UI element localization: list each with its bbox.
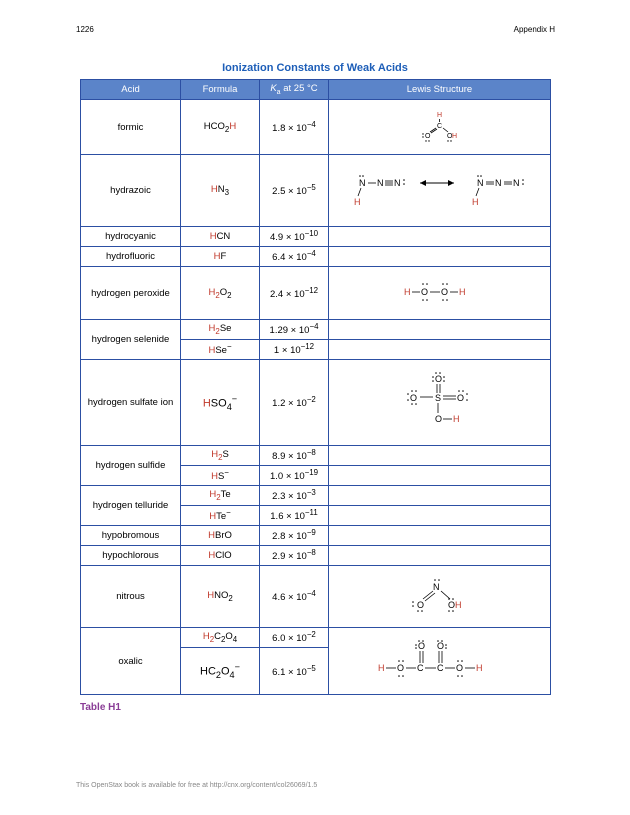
ka-value: $2.8 \times 10^{-9}$ (260, 526, 329, 546)
acid-name: nitrous (81, 566, 181, 628)
formula: HTe− (181, 506, 260, 526)
ka-value: $1.0 \times 10^{-19}$ (260, 466, 329, 486)
lewis-structure (329, 360, 551, 446)
formula: $H_2C_2O_4$ (181, 628, 260, 648)
acid-name: hydrogen telluride (81, 486, 181, 526)
formula: HSe− (181, 340, 260, 360)
svg-text:N: N (376, 178, 383, 188)
ka-value: $4.9 \times 10^{-10}$ (260, 227, 329, 247)
table-row (81, 155, 551, 227)
lewis-structure-empty (329, 446, 551, 466)
acid-name: hypochlorous (81, 546, 181, 566)
formula: HClO (181, 546, 260, 566)
svg-text:C: C (416, 662, 423, 673)
table-row (81, 227, 551, 247)
svg-text:H: H (454, 600, 461, 610)
acid-name: hydrocyanic (81, 227, 181, 247)
table-row (81, 320, 551, 340)
svg-text:O: O (417, 640, 425, 651)
svg-text:O: O (424, 132, 430, 140)
svg-text:O: O (396, 662, 404, 673)
lewis-structure-empty (329, 320, 551, 340)
ka-value: $2.4 \times 10^{-12}$ (260, 267, 329, 320)
svg-text:N: N (393, 178, 400, 188)
svg-text:O: O (434, 414, 442, 424)
oxalic-lewis-diagram (375, 638, 505, 682)
table-row (81, 360, 551, 446)
svg-text:O: O (409, 393, 417, 403)
svg-text:H: H (458, 286, 465, 297)
formula: $H_2S$ (181, 446, 260, 466)
svg-text:O: O (440, 286, 448, 297)
lewis-structure-empty (329, 247, 551, 267)
ka-value: $8.9 \times 10^{-8}$ (260, 446, 329, 466)
nitrous-lewis-diagram (408, 577, 472, 613)
col-header-lewis: Lewis Structure (329, 80, 551, 100)
lewis-structure-empty (329, 546, 551, 566)
table-row (81, 100, 551, 155)
svg-text:N: N (358, 178, 365, 188)
svg-text:O: O (420, 286, 428, 297)
col-header-acid: Acid (81, 80, 181, 100)
hydrazoic-lewis-diagram (340, 164, 540, 214)
lewis-structure (329, 566, 551, 628)
svg-text:O: O (434, 374, 442, 384)
svg-text:O: O (416, 600, 424, 610)
formula: $HN_3$ (181, 155, 260, 227)
svg-text:H: H (436, 111, 442, 119)
acid-name: hydrogen sulfate ion (81, 360, 181, 446)
lewis-structure (329, 100, 551, 155)
acid-name: formic (81, 100, 181, 155)
acid-name: hydrogen peroxide (81, 267, 181, 320)
table-row (81, 566, 551, 628)
svg-text:H: H (475, 662, 482, 673)
formula: HF (181, 247, 260, 267)
lewis-structure-empty (329, 466, 551, 486)
col-header-ka: $K_a$ at 25 °C (260, 80, 329, 100)
formula: $HNO_2$ (181, 566, 260, 628)
formula: $HSO_4^-$ (181, 360, 260, 446)
formula: $H_2Te$ (181, 486, 260, 506)
svg-text:O: O (447, 600, 455, 610)
ka-value: $1.29 \times 10^{-4}$ (260, 320, 329, 340)
svg-text:H: H (451, 132, 457, 140)
lewis-structure-empty (329, 486, 551, 506)
svg-text:N: N (476, 178, 483, 188)
svg-text:C: C (436, 662, 443, 673)
svg-text:O: O (446, 132, 452, 140)
ka-value: $1.8 \times 10^{-4}$ (260, 100, 329, 155)
table-header-row (81, 80, 551, 100)
acid-name: hydrogen selenide (81, 320, 181, 360)
ka-value: $6.0 \times 10^{-2}$ (260, 628, 329, 648)
formula: $HCO_2H$ (181, 100, 260, 155)
svg-text:H: H (353, 197, 360, 207)
lewis-structure-empty (329, 506, 551, 526)
table-row (81, 267, 551, 320)
svg-text:H: H (452, 414, 459, 424)
acid-name: hydrofluoric (81, 247, 181, 267)
sulfate-lewis-diagram (405, 369, 475, 433)
svg-text:N: N (432, 582, 439, 592)
section-header: Appendix H (513, 25, 555, 34)
formula: $HC_2O_4^-$ (181, 648, 260, 695)
svg-text:H: H (377, 662, 384, 673)
lewis-structure (329, 267, 551, 320)
formula: HCN (181, 227, 260, 247)
ka-value: $2.9 \times 10^{-8}$ (260, 546, 329, 566)
svg-text:O: O (456, 393, 464, 403)
formic-lewis-diagram (410, 108, 470, 144)
svg-text:H: H (403, 286, 410, 297)
svg-text:N: N (512, 178, 519, 188)
table-row (81, 446, 551, 466)
formula: HBrO (181, 526, 260, 546)
ka-value: $2.3 \times 10^{-3}$ (260, 486, 329, 506)
footer-note: This OpenStax book is available for free at http://cnx.org/content/col26069/1.5 (76, 782, 318, 789)
table-title: Ionization Constants of Weak Acids (222, 62, 408, 74)
lewis-structure (329, 155, 551, 227)
lewis-structure-empty (329, 340, 551, 360)
acid-name: hydrazoic (81, 155, 181, 227)
ka-value: $4.6 \times 10^{-4}$ (260, 566, 329, 628)
ka-value: $1.6 \times 10^{-11}$ (260, 506, 329, 526)
table-row (81, 247, 551, 267)
table-row (81, 546, 551, 566)
formula: $H_2O_2$ (181, 267, 260, 320)
svg-text:S: S (434, 393, 441, 403)
ka-value: $1.2 \times 10^{-2}$ (260, 360, 329, 446)
svg-text:N: N (494, 178, 501, 188)
peroxide-lewis-diagram (400, 280, 480, 304)
lewis-structure-empty (329, 227, 551, 247)
table-row (81, 628, 551, 648)
page-number: 1226 (76, 25, 94, 34)
svg-text:C: C (436, 122, 442, 130)
table-row (81, 486, 551, 506)
formula: HS− (181, 466, 260, 486)
ionization-constants-table (80, 79, 551, 695)
ka-value: $6.4 \times 10^{-4}$ (260, 247, 329, 267)
acid-name: hypobromous (81, 526, 181, 546)
lewis-structure (329, 628, 551, 695)
formula: $H_2Se$ (181, 320, 260, 340)
svg-text:O: O (455, 662, 463, 673)
col-header-formula: Formula (181, 80, 260, 100)
ka-value: $2.5 \times 10^{-5}$ (260, 155, 329, 227)
svg-text:H: H (471, 197, 478, 207)
ka-value: $6.1 \times 10^{-5}$ (260, 648, 329, 695)
table-caption: Table H1 (80, 702, 121, 713)
acid-name: oxalic (81, 628, 181, 695)
svg-text:O: O (436, 640, 444, 651)
table-row (81, 526, 551, 546)
lewis-structure-empty (329, 526, 551, 546)
acid-name: hydrogen sulfide (81, 446, 181, 486)
ka-value: $1 \times 10^{-12}$ (260, 340, 329, 360)
